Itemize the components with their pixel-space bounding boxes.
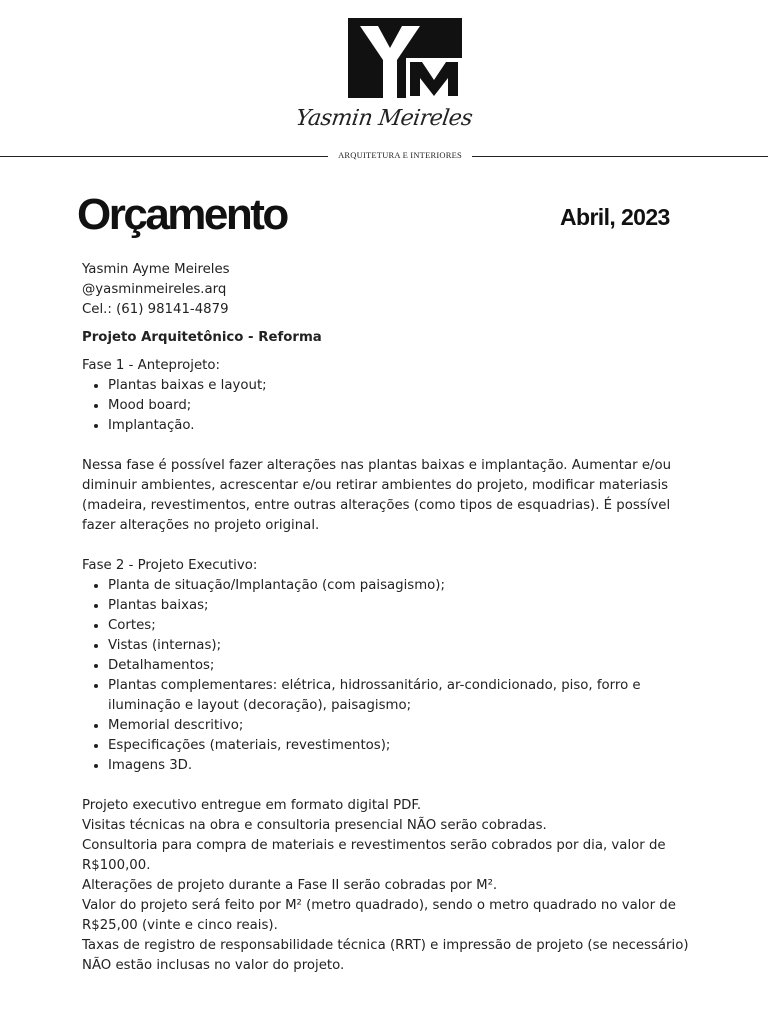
project-title: Projeto Arquitetônico - Reforma <box>82 330 322 345</box>
list-item: • Cortes; <box>108 616 702 636</box>
signature: Yasmin Meireles <box>294 106 474 131</box>
phase1-description: Nessa fase é possível fazer alterações nas plantas baixas e implantação. Aumentar e/ou diminuir ambientes, acrescentar e/ou retirar ambientes do projeto, modificar materiasis (madeira, revestimentos, entre outras alterações (como tipos de esquadrias). É possível fazer alterações no projeto original. <box>82 458 672 533</box>
list-item: • Plantas complementares: elétrica, hidrossanitário, ar-condicionado, piso, forro e iluminação e layout (decoração), paisagismo; <box>108 676 702 716</box>
document-date: Abril, 2023 <box>560 204 670 230</box>
phase2-list <box>82 576 702 776</box>
note-fees: Taxas de registro de responsabilidade técnica (RRT) e impressão de projeto (se necessário) NÃO estão inclusas no valor do projeto. <box>82 938 689 973</box>
list-item: • Imagens 3D. <box>108 756 702 776</box>
note-visits: Visitas técnicas na obra e consultoria presencial NÃO serão cobradas. <box>82 818 547 833</box>
header-rule-right <box>472 156 768 157</box>
list-item: • Mood board; <box>108 396 702 416</box>
note-consulting: Consultoria para compra de materiais e revestimentos serão cobrados por dia, valor de R$100,00. <box>82 838 666 873</box>
phase1-heading: Fase 1 - Anteprojeto: <box>82 358 220 373</box>
note-price: Valor do projeto será feito por M² (metro quadrado), sendo o metro quadrado no valor de R$25,00 (vinte e cinco reais). <box>82 898 676 933</box>
ym-logo <box>348 18 462 98</box>
list-item: • Implantação. <box>108 416 702 436</box>
tagline: ARQUITETURA E INTERIORES <box>338 150 462 160</box>
document-title: Orçamento <box>77 190 287 239</box>
document-body <box>82 260 702 976</box>
contact-name: Yasmin Ayme Meireles <box>82 262 230 277</box>
contact-phone: Cel.: (61) 98141-4879 <box>82 302 229 317</box>
contact-handle: @yasminmeireles.arq <box>82 282 227 297</box>
header-rule-left <box>0 156 328 157</box>
letterhead <box>0 0 768 170</box>
list-item: • Detalhamentos; <box>108 656 702 676</box>
list-item: • Planta de situação/Implantação (com paisagismo); <box>108 576 702 596</box>
note-delivery: Projeto executivo entregue em formato digital PDF. <box>82 798 422 813</box>
list-item: • Especificações (materiais, revestimentos); <box>108 736 702 756</box>
list-item: • Plantas baixas; <box>108 596 702 616</box>
list-item: • Memorial descritivo; <box>108 716 702 736</box>
list-item: • Plantas baixas e layout; <box>108 376 702 396</box>
phase2-heading: Fase 2 - Projeto Executivo: <box>82 558 258 573</box>
list-item: • Vistas (internas); <box>108 636 702 656</box>
note-changes: Alterações de projeto durante a Fase II serão cobradas por M². <box>82 878 498 893</box>
phase1-list <box>82 376 702 436</box>
